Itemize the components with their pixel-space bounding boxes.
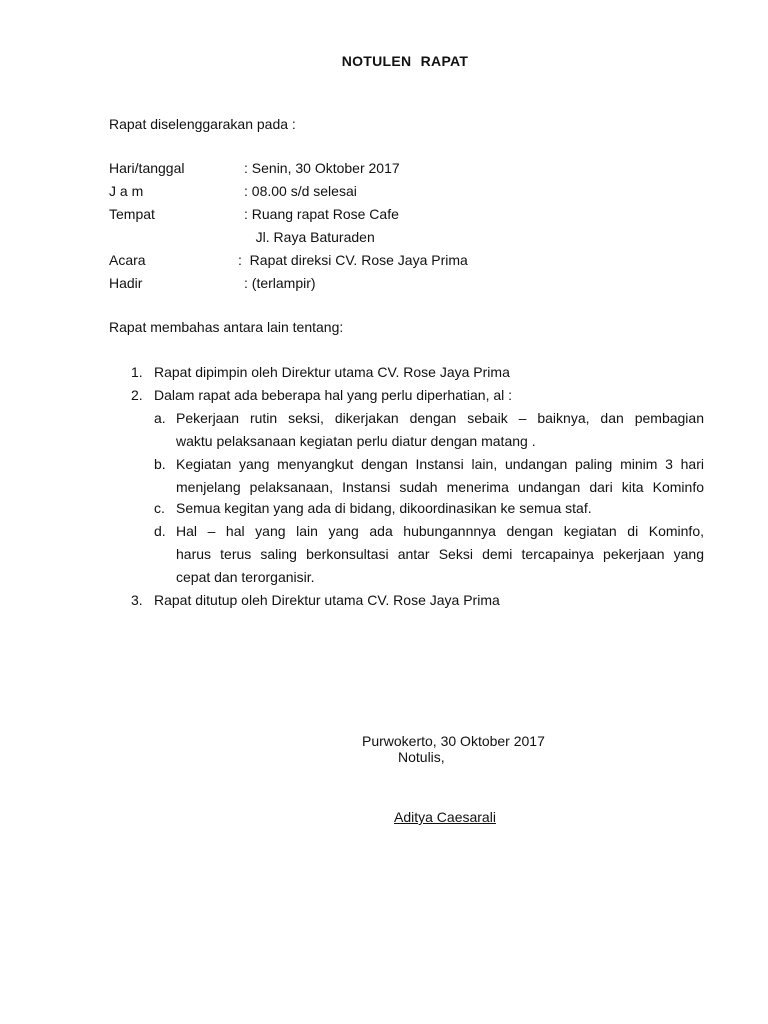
detail-value-date: : Senin, 30 Oktober 2017 xyxy=(244,160,400,176)
sub-item-d-line-3: cepat dan terorganisir. xyxy=(176,569,315,585)
sub-item-a-line-1: Pekerjaan rutin seksi, dikerjakan dengan sebaik – baiknya, dan pembagian xyxy=(176,410,704,426)
list-item-1: Rapat dipimpin oleh Direktur utama CV. Rose Jaya Prima xyxy=(154,364,510,380)
sub-item-letter-c: c. xyxy=(154,500,165,516)
list-number-1: 1. xyxy=(131,364,143,380)
detail-value-address: Jl. Raya Baturaden xyxy=(244,229,375,245)
sub-item-letter-a: a. xyxy=(154,410,166,426)
list-number-2: 2. xyxy=(131,387,143,403)
signature-place-date: Purwokerto, 30 Oktober 2017 xyxy=(362,733,545,749)
detail-value-time: : 08.00 s/d selesai xyxy=(244,183,357,199)
list-item-3: Rapat ditutup oleh Direktur utama CV. Rose Jaya Prima xyxy=(154,592,500,608)
sub-item-letter-b: b. xyxy=(154,456,166,472)
document-title: NOTULEN RAPAT xyxy=(341,53,469,69)
sub-item-b-line-1: Kegiatan yang menyangkut dengan Instansi lain, undangan paling minim 3 hari xyxy=(176,456,704,472)
detail-label-agenda: Acara xyxy=(109,252,146,268)
sub-item-c-line-1: Semua kegitan yang ada di bidang, dikoordinasikan ke semua staf. xyxy=(176,500,592,516)
detail-label-place: Tempat xyxy=(109,206,155,222)
sub-item-a-line-2: waktu pelaksanaan kegiatan perlu diatur dengan matang . xyxy=(176,433,536,449)
detail-label-attendance: Hadir xyxy=(109,275,143,291)
list-item-2: Dalam rapat ada beberapa hal yang perlu diperhatian, al : xyxy=(154,387,513,403)
discussion-intro: Rapat membahas antara lain tentang: xyxy=(109,319,344,335)
detail-value-place: : Ruang rapat Rose Cafe xyxy=(244,206,399,222)
list-number-3: 3. xyxy=(131,592,143,608)
detail-label-time: J a m xyxy=(109,183,144,199)
sub-item-d-line-1: Hal – hal yang lain yang ada hubungannnya dengan kegiatan di Kominfo, xyxy=(176,523,704,539)
sub-item-d-line-2: harus terus saling berkonsultasi antar Seksi demi tercapainya pekerjaan yang xyxy=(176,546,704,562)
detail-value-agenda: : Rapat direksi CV. Rose Jaya Prima xyxy=(238,252,468,268)
detail-value-attendance: : (terlampir) xyxy=(244,275,316,291)
sub-item-b-line-2: menjelang pelaksanaan, Instansi sudah menerima undangan dari kita Kominfo xyxy=(176,479,704,495)
signer-name: Aditya Caesarali xyxy=(394,809,496,825)
signature-role: Notulis, xyxy=(398,749,445,765)
intro-text: Rapat diselenggarakan pada : xyxy=(109,116,296,132)
sub-item-letter-d: d. xyxy=(154,523,166,539)
detail-label-date: Hari/tanggal xyxy=(109,160,185,176)
